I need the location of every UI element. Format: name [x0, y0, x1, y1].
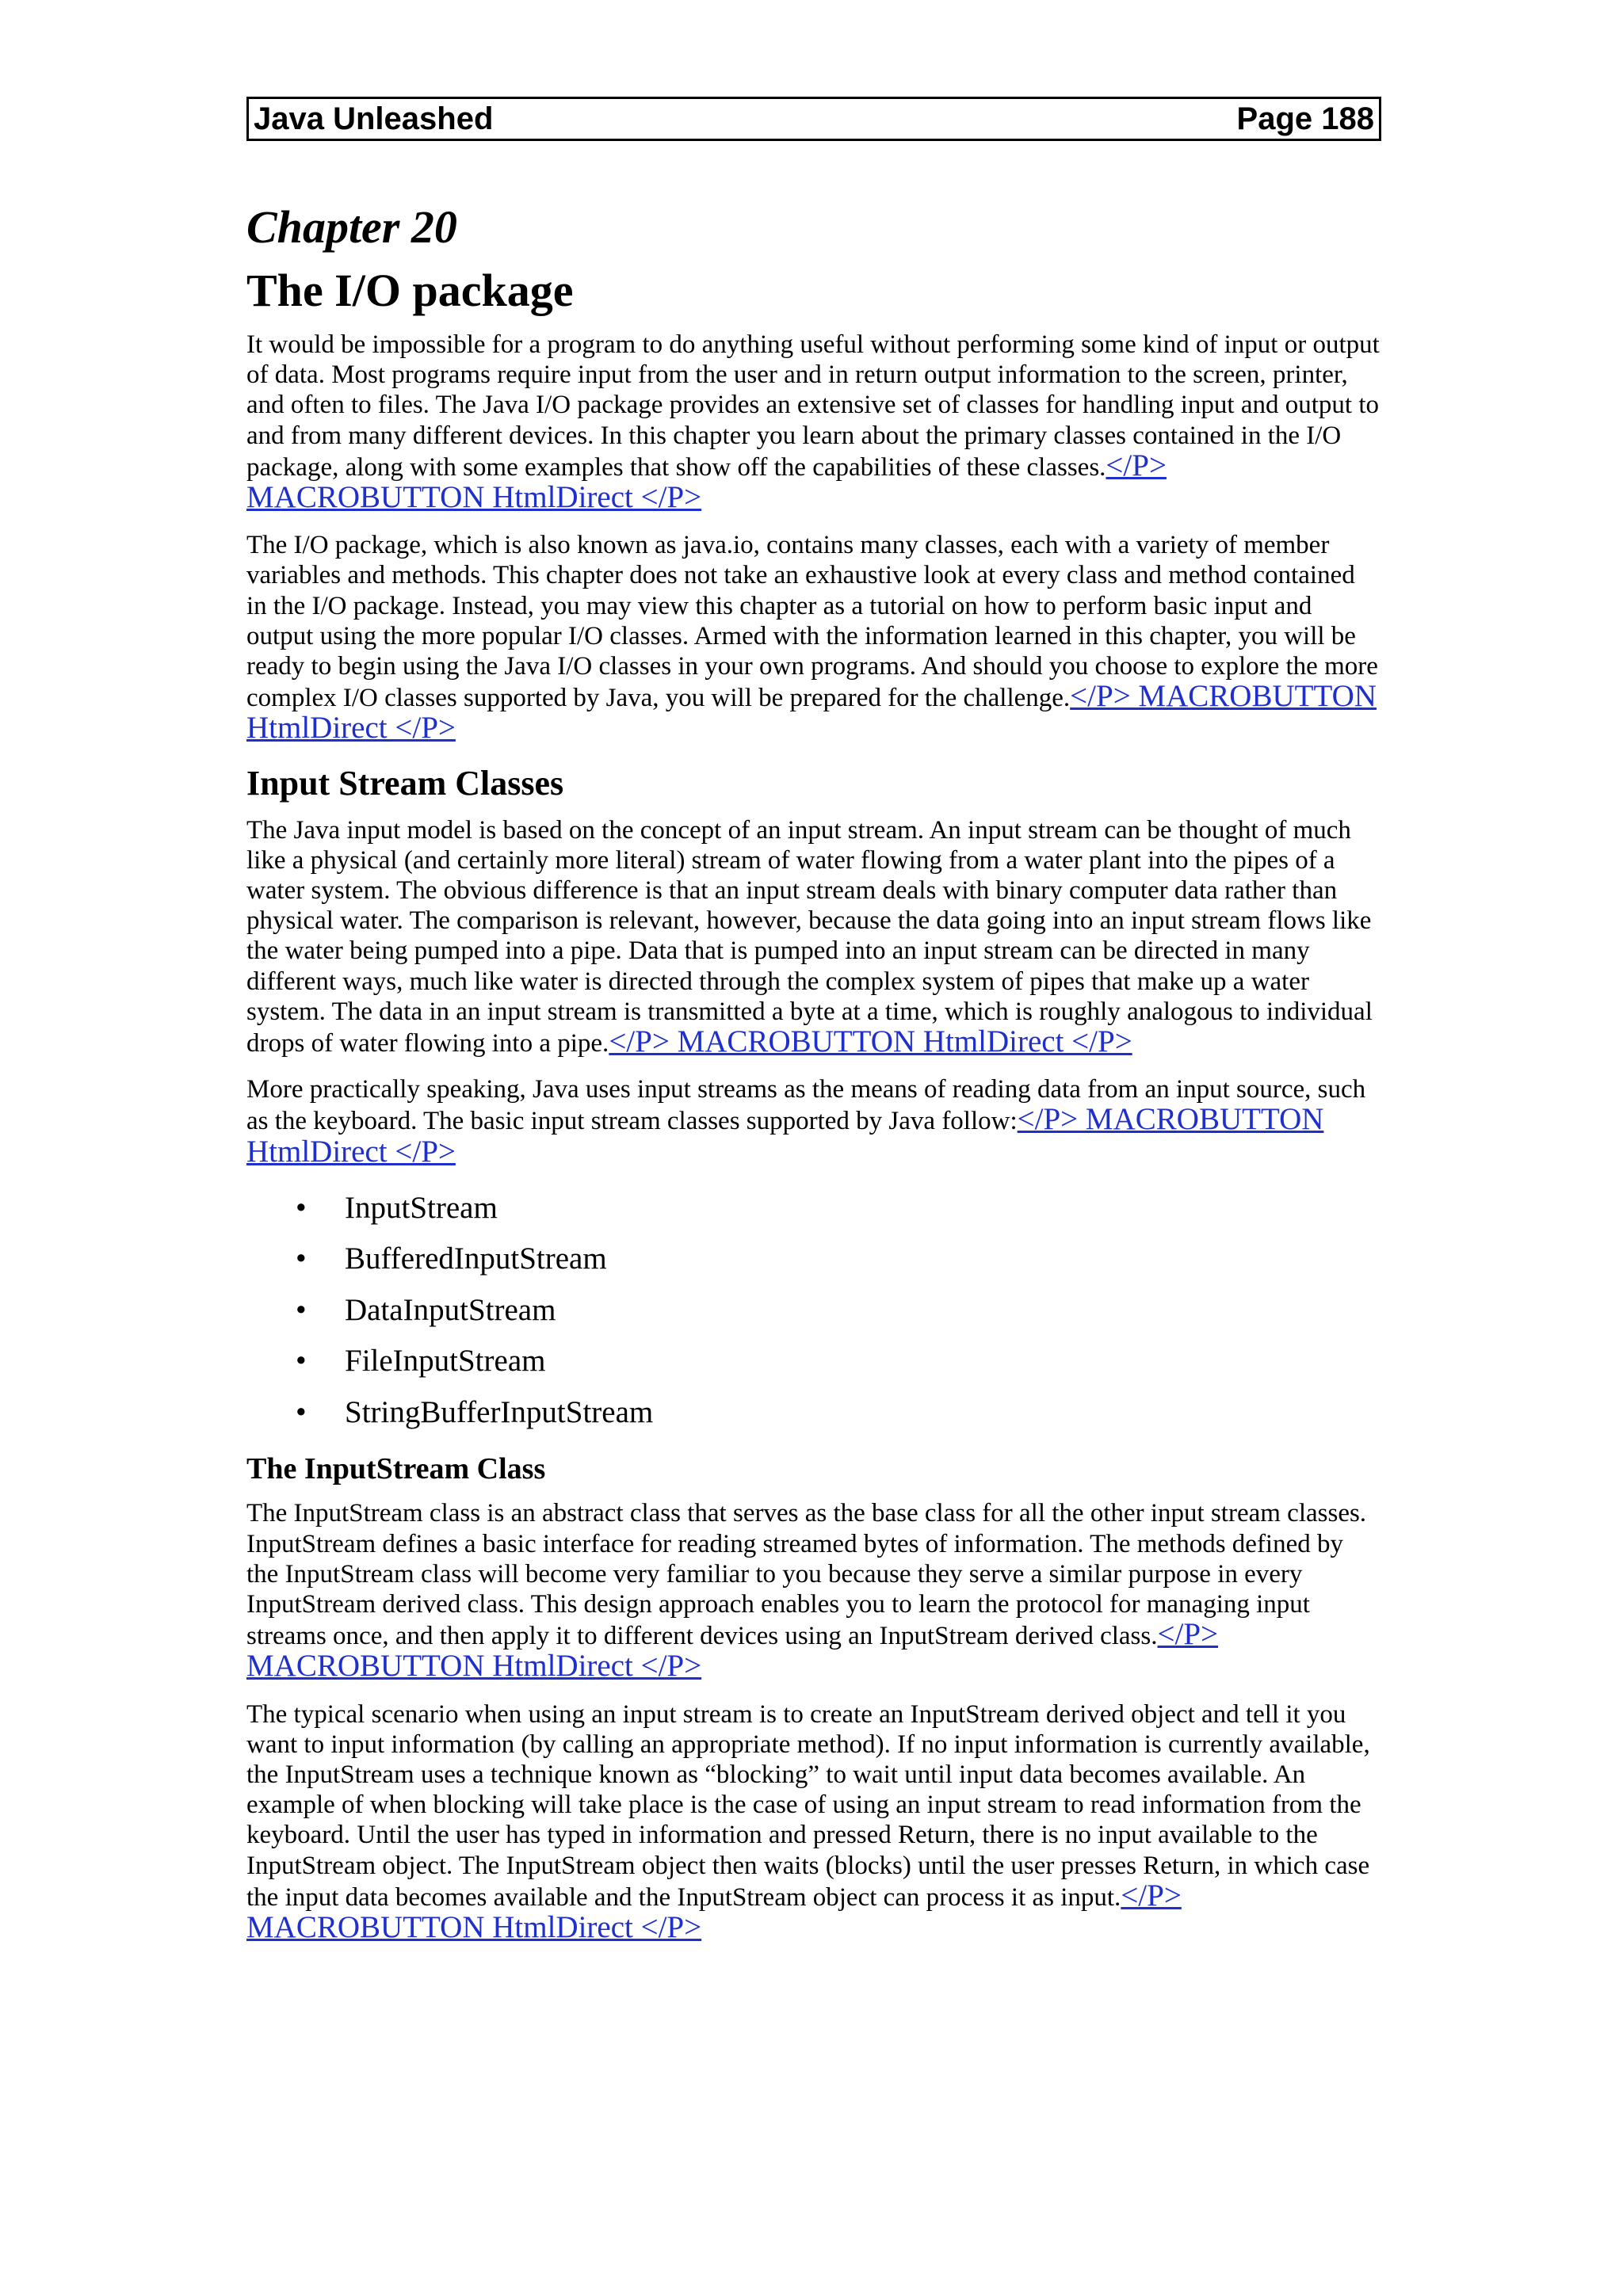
paragraph: [246, 1074, 1381, 1169]
chapter-title: The I/O package: [246, 265, 574, 316]
list-item-text: StringBufferInputStream: [345, 1394, 654, 1429]
header-page-number: Page 188: [1236, 101, 1374, 136]
list-item-text: BufferedInputStream: [345, 1241, 607, 1276]
bullet-icon: •: [296, 1190, 307, 1225]
macrobutton-link[interactable]: </P> MACROBUTTON HtmlDirect </P>: [609, 1024, 1132, 1059]
paragraph: [246, 530, 1381, 745]
chapter-label: Chapter 20: [246, 201, 457, 253]
document-page: [246, 97, 1381, 1944]
macrobutton-link[interactable]: </P> MACROBUTTON HtmlDirect </P>: [246, 1617, 1218, 1684]
header-book-title: Java Unleashed: [254, 101, 494, 136]
paragraph-text: The Java input model is based on the concept of an input stream. An input stream can be thought of much like a physical (and certainly more literal) stream of water flowing from a water plant into the pipes of a water system. The obvious difference is that an input stream deals with binary computer data rather than physical water. The comparison is relevant, however, because the data going into an input stream flows like the water being pumped into a pipe. Data that is pumped into an input stream can be directed in many different ways, much like water is directed through the complex system of pipes that make up a water system. The data in an input stream is transmitted a byte at a time, which is roughly analogous to individual drops of water flowing into a pipe.: [246, 815, 1373, 1058]
list-item-text: InputStream: [345, 1190, 498, 1225]
bullet-icon: •: [296, 1292, 307, 1327]
subsection-heading: The InputStream Class: [246, 1452, 546, 1486]
macrobutton-link[interactable]: </P> MACROBUTTON HtmlDirect </P>: [246, 1102, 1324, 1169]
list-item-text: FileInputStream: [345, 1344, 546, 1379]
paragraph-text: The InputStream class is an abstract class that serves as the base class for all the other input stream classes. InputStream defines a basic interface for reading streamed bytes of information. The methods defined by the InputStream class will become very familiar to you because they serve a similar purpose in every InputStream derived class. This design approach enables you to learn the protocol for managing input streams once, and then apply it to different devices using an InputStream derived class.: [246, 1499, 1367, 1651]
bullet-icon: •: [296, 1394, 307, 1429]
bullet-icon: •: [296, 1241, 307, 1276]
list-item: [246, 1183, 1381, 1234]
paragraph: [246, 1498, 1381, 1683]
paragraph-text: The typical scenario when using an input stream is to create an InputStream derived object and tell it you want to input information (by calling an appropriate method). If no input information is currently available, the InputStream uses a technique known as “blocking” to wait until input data becomes available. An example of when blocking will take place is the case of using an input stream to read information from the keyboard. Until the user has typed in information and pressed Return, there is no input available to the InputStream object. The InputStream object then waits (blocks) until the user presses Return, in which case the input data becomes available and the InputStream object can process it as input.: [246, 1699, 1370, 1912]
bullet-icon: •: [296, 1344, 307, 1379]
paragraph-text: More practically speaking, Java uses input streams as the means of reading data from an input source, such as the keyboard. The basic input stream classes supported by Java follow:: [246, 1075, 1366, 1136]
paragraph-text: The I/O package, which is also known as java.io, contains many classes, each with a variety of member variables and methods. This chapter does not take an exhaustive look at every class and method contained in the I/O package. Instead, you may view this chapter as a tutorial on how to perform basic input and output using the more popular I/O classes. Armed with the information learned in this chapter, you will be ready to begin using the Java I/O classes in your own programs. And should you choose to explore the more complex I/O classes supported by Java, you will be prepared for the challenge.: [246, 531, 1378, 713]
paragraph: [246, 330, 1381, 514]
input-stream-class-list: [246, 1183, 1381, 1439]
macrobutton-link[interactable]: </P> MACROBUTTON HtmlDirect </P>: [246, 448, 1167, 515]
page-header: [246, 97, 1381, 141]
list-item: [246, 1285, 1381, 1337]
section-heading: Input Stream Classes: [246, 763, 564, 803]
list-item-text: DataInputStream: [345, 1292, 556, 1327]
paragraph: [246, 815, 1381, 1059]
paragraph-text: It would be impossible for a program to do anything useful without performing some kind of input or output of data. Most programs require input from the user and in return output information to the screen, printer, and often to files. The Java I/O package provides an extensive set of classes for handling input and output to and from many different devices. In this chapter you learn about the primary classes contained in the I/O package, along with some examples that show off the capabilities of these classes.: [246, 330, 1380, 482]
list-item: [246, 1234, 1381, 1285]
list-item: [246, 1336, 1381, 1387]
list-item: [246, 1387, 1381, 1439]
paragraph: [246, 1699, 1381, 1945]
macrobutton-link[interactable]: </P> MACROBUTTON HtmlDirect </P>: [246, 1878, 1182, 1945]
macrobutton-link[interactable]: </P> MACROBUTTON HtmlDirect </P>: [246, 679, 1377, 746]
